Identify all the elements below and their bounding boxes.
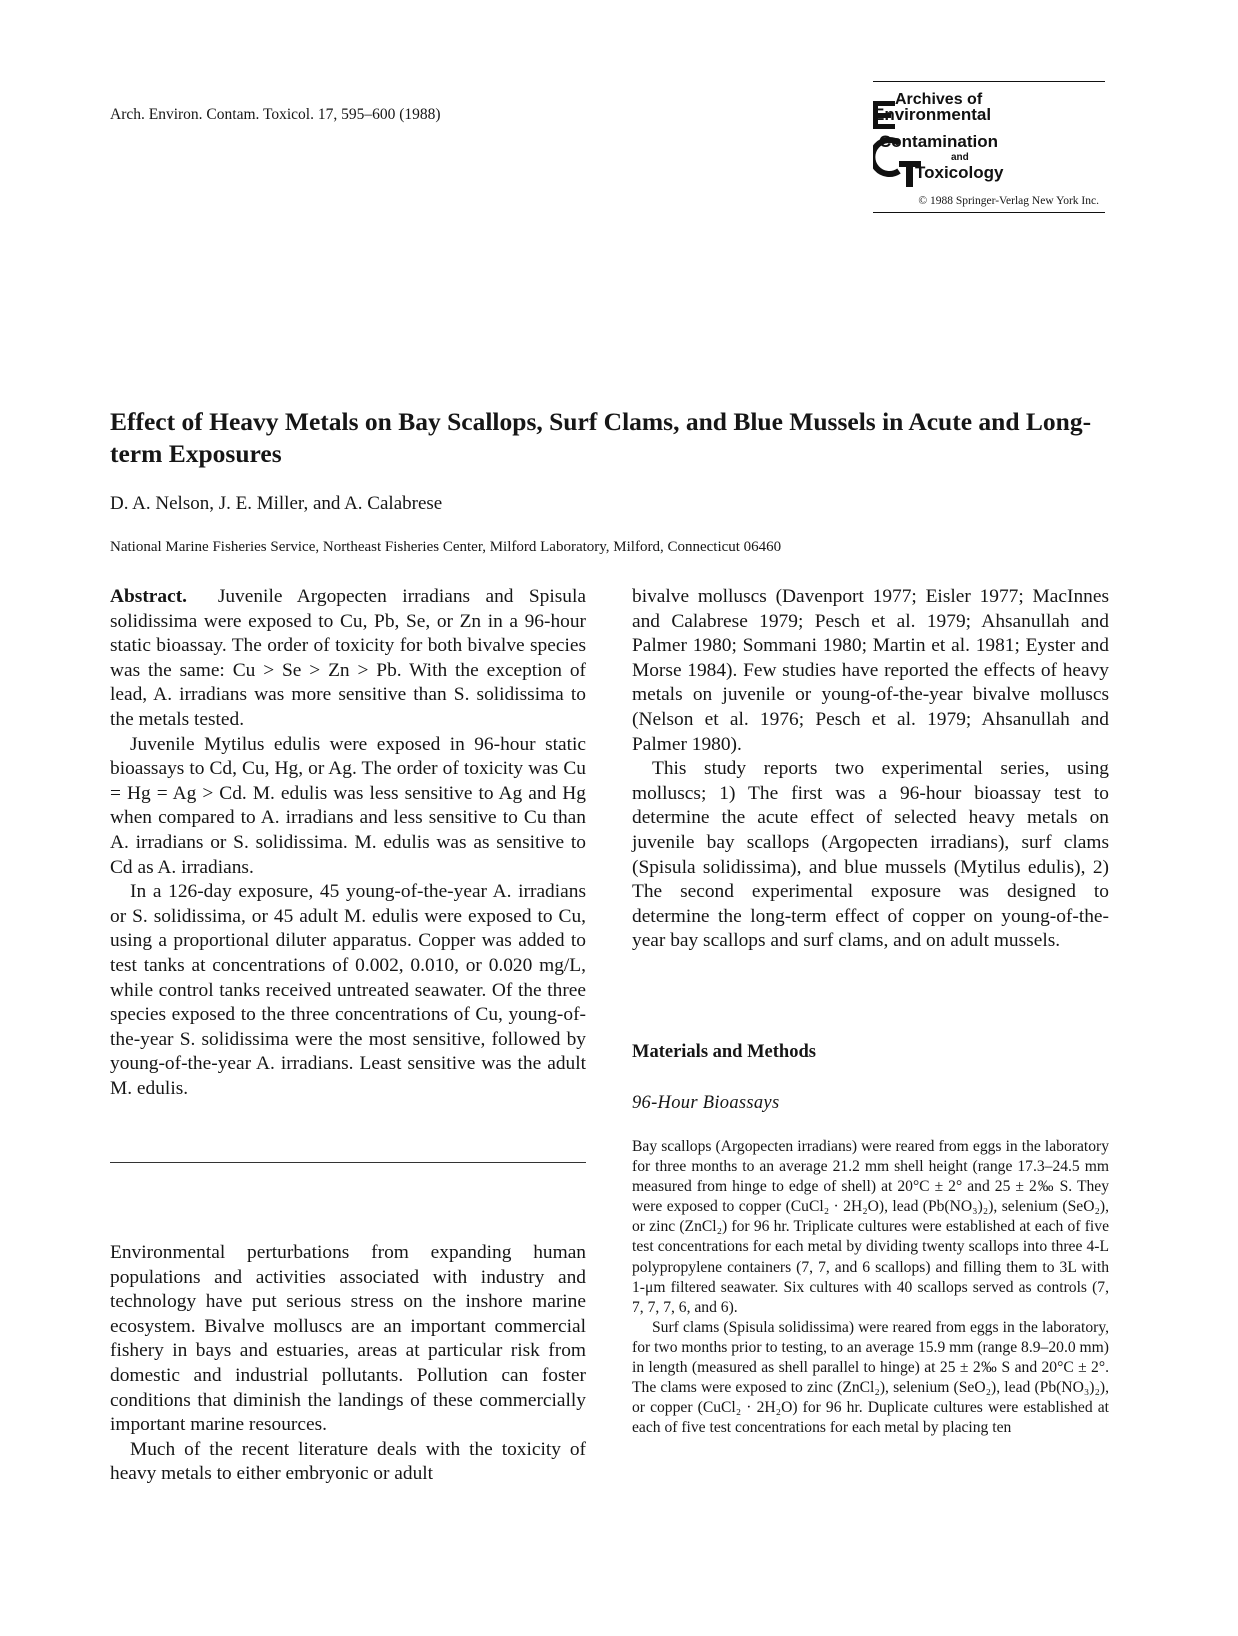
intro-paragraph-3: bivalve molluscs (Davenport 1977; Eisler 1977; MacInnes and Calabrese 1979; Pesch et al. 1979; Ahsanullah and Palmer 1980; Sommani 1980; Martin et al. 1981; Eyster and Morse 1984). Few studies have reported the effects of heavy metals on juvenile or young-of-the-year bivalve molluscs (Nelson et al. 1976; Pesch et al. 1979; Ahsanullah and Palmer 1980). <box>632 586 1109 755</box>
journal-logo <box>873 81 1105 213</box>
intro-paragraph-1: Environmental perturbations from expanding human populations and activities associated with industry and technology have put serious stress on the inshore marine ecosystem. Bivalve molluscs are an important commercial fishery in bays and estuaries, areas at particular risk from domestic and industrial pollutants. Pollution can foster conditions that diminish the landings of these commercially important marine resources. <box>110 1242 586 1436</box>
copyright-notice: © 1988 Springer-Verlag New York Inc. <box>918 195 1099 207</box>
logo-line-5: Toxicology <box>915 163 1004 182</box>
abstract-text-1: Juvenile Argopecten irradians and Spisula solidissima were exposed to Cu, Pb, Se, or Zn in a 96-hour static bioassay. The order of toxicity for both bivalve species was the same: Cu > Se > Zn > Pb. With the exception of lead, A. irradians was more sensitive than S. solidissima to the metals tested. <box>110 586 586 730</box>
methods-text <box>632 1137 1109 1438</box>
abstract-label: Abstract. <box>110 586 188 607</box>
intro-paragraph-4: This study reports two experimental series, using molluscs; 1) The first was a 96-hour bioassay test to determine the acute effect of selected heavy metals on juvenile bay scallops (Argopecten irradians), surf clams (Spisula solidissima), and blue mussels (Mytilus edulis), 2) The second experimental exposure was designed to determine the long-term effect of copper on young-of-the-year bay scallops and surf clams, and on adult mussels. <box>632 758 1109 952</box>
logo-line-4: and <box>951 152 969 163</box>
abstract-paragraph-3: In a 126-day exposure, 45 young-of-the-year A. irradians or S. solidissima, or 45 adult M. edulis were exposed to Cu, using a proportional diluter apparatus. Copper was added to test tanks at concentrations of 0.002, 0.010, or 0.020 mg/L, while control tanks received untreated seawater. Of the three species exposed to the three concentrations of Cu, young-of-the-year S. solidissima were the most sensitive, followed by young-of-the-year A. irradians. Least sensitive was the adult M. edulis. <box>110 881 586 1099</box>
abstract-paragraph-1 <box>110 585 586 733</box>
methods-heading: Materials and Methods <box>632 1042 816 1062</box>
logo-bottom-rule <box>873 212 1105 213</box>
logo-line-1: Archives of <box>895 91 983 108</box>
methods-paragraph-1: Bay scallops (Argopecten irradians) were reared from eggs in the laboratory for three months to an average 21.2 mm shell height (range 17.3–24.5 mm measured from hinge to edge of shell) at 20°C ± 2° and 25 ± 2‰ S. They were exposed to copper (CuCl₂ · 2H₂O), lead (Pb(NO₃)₂), selenium (SeO₂), or zinc (ZnCl₂) for 96 hr. Triplicate cultures were established at each of five test concentrations for each metal by dividing twenty scallops into three 4-L polypropylene containers (7, 7, and 6 scallops) and filling them to 3L with 1-μm filtered seawater. Six cultures with 40 scallops served as controls (7, 7, 7, 7, 6, and 6). <box>632 1138 1109 1316</box>
abstract-separator-rule <box>110 1162 586 1163</box>
abstract-section <box>110 585 586 1101</box>
abstract-paragraph-2: Juvenile Mytilus edulis were exposed in 96-hour static bioassays to Cd, Cu, Hg, or Ag. The order of toxicity was Cu = Hg = Ag > Cd. M. edulis was less sensitive to Ag and Hg when compared to A. irradians and less sensitive to Cu than A. irradians or S. solidissima. M. edulis was as sensitive to Cd as A. irradians. <box>110 733 586 878</box>
intro-paragraph-2: Much of the recent literature deals with the toxicity of heavy metals to either embryonic or adult <box>110 1438 586 1485</box>
methods-paragraph-2: Surf clams (Spisula solidissima) were reared from eggs in the laboratory, for two months prior to testing, to an average 15.9 mm (range 8.9–20.0 mm) in length (measured as shell parallel to hinge) at 25 ± 2‰ S and 20°C ± 2°. The clams were exposed to zinc (ZnCl₂), selenium (SeO₂), lead (Pb(NO₃)₂), or copper (CuCl₂ · 2H₂O) for 96 hr. Duplicate cultures were established at each of five test concentrations for each metal by placing ten <box>632 1318 1109 1437</box>
author-list: D. A. Nelson, J. E. Miller, and A. Calabrese <box>110 493 443 514</box>
logo-line-2: Environmental <box>873 105 992 124</box>
introduction-section <box>110 1241 586 1487</box>
article-title: Effect of Heavy Metals on Bay Scallops, Surf Clams, and Blue Mussels in Acute and Long-term Exposures <box>110 407 1092 468</box>
journal-citation: Arch. Environ. Contam. Toxicol. 17, 595–600 (1988) <box>110 106 441 123</box>
bioassay-subheading: 96-Hour Bioassays <box>632 1093 780 1113</box>
logo-line-3: Contamination <box>879 132 998 151</box>
author-affiliation: National Marine Fisheries Service, Northeast Fisheries Center, Milford Laboratory, Milford, Connecticut 06460 <box>110 539 782 555</box>
introduction-continued <box>632 585 1109 954</box>
logo-top-rule <box>873 81 1105 82</box>
